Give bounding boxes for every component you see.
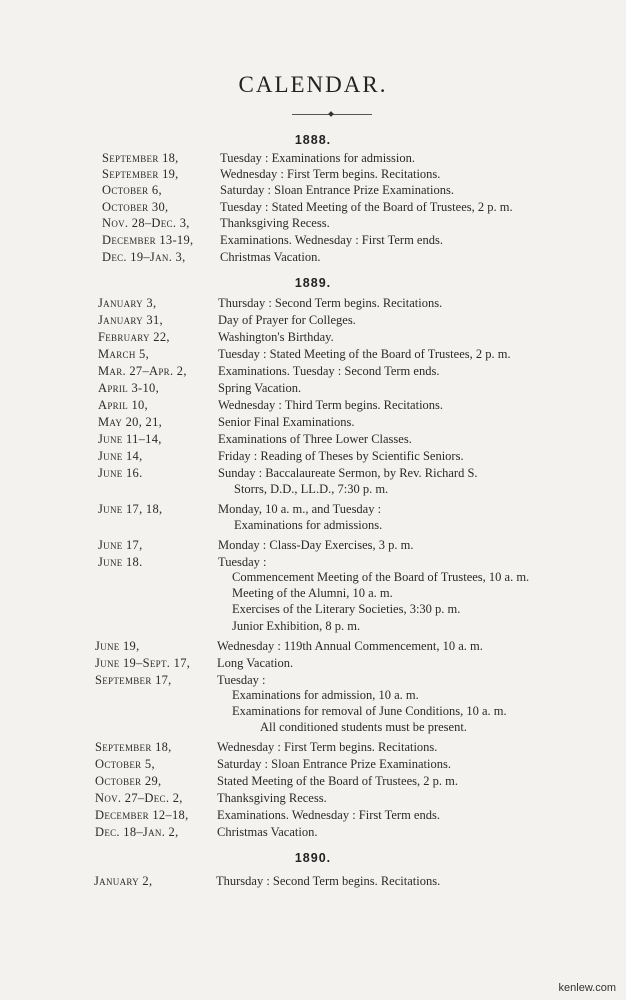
entry-description: Saturday : Sloan Entrance Prize Examinations. <box>217 757 451 771</box>
entry-date: October 30, <box>102 200 169 214</box>
entry-description: Examinations. Wednesday : First Term ends. <box>217 808 440 822</box>
entry-date: October 6, <box>102 183 162 197</box>
entry-date: September 18, <box>95 740 172 754</box>
entry-description: Christmas Vacation. <box>217 825 318 839</box>
entry-date: October 5, <box>95 757 155 771</box>
entry-description: Thursday : Second Term begins. Recitations. <box>218 296 443 310</box>
entry-description: Wednesday : First Term begins. Recitations. <box>220 167 441 181</box>
entry-date: June 14, <box>98 449 143 463</box>
year-heading-1889: 1889. <box>294 276 332 290</box>
entry-description: Saturday : Sloan Entrance Prize Examinations. <box>220 183 454 197</box>
entry-date: September 19, <box>102 167 179 181</box>
entry-description: Friday : Reading of Theses by Scientific Seniors. <box>218 449 464 463</box>
entry-description: Examinations of Three Lower Classes. <box>218 432 412 446</box>
entry-description: Tuesday : Stated Meeting of the Board of Trustees, 2 p. m. <box>218 347 511 361</box>
entry-date: Dec. 18–Jan. 2, <box>95 825 179 839</box>
entry-continuation: Exercises of the Literary Societies, 3:30 p. m. <box>232 602 461 616</box>
entry-date: December 12–18, <box>95 808 189 822</box>
entry-continuation: Storrs, D.D., LL.D., 7:30 p. m. <box>234 482 389 496</box>
entry-date: May 20, 21, <box>98 415 163 429</box>
entry-date: Nov. 28–Dec. 3, <box>102 216 190 230</box>
entry-date: June 19–Sept. 17, <box>95 656 191 670</box>
entry-date: Dec. 19–Jan. 3, <box>102 250 186 264</box>
entry-date: January 2, <box>94 874 153 888</box>
entry-date: June 17, <box>98 538 143 552</box>
entry-date: April 3-10, <box>98 381 159 395</box>
entry-description: Sunday : Baccalaureate Sermon, by Rev. Richard S. <box>218 466 478 480</box>
entry-continuation: Examinations for admission, 10 a. m. <box>232 688 419 702</box>
entry-description: Wednesday : First Term begins. Recitations. <box>217 740 438 754</box>
entry-date: December 13-19, <box>102 233 194 247</box>
entry-continuation: All conditioned students must be present. <box>260 720 467 734</box>
entry-date: February 22, <box>98 330 170 344</box>
entry-continuation: Junior Exhibition, 8 p. m. <box>232 619 361 633</box>
entry-description: Tuesday : <box>217 673 266 687</box>
entry-date: June 19, <box>95 639 140 653</box>
page-title: CALENDAR. <box>238 72 388 97</box>
entry-description: Monday : Class-Day Exercises, 3 p. m. <box>218 538 414 552</box>
entry-description: Thursday : Second Term begins. Recitations. <box>216 874 441 888</box>
entry-description: Monday, 10 a. m., and Tuesday : <box>218 502 382 516</box>
entry-description: Examinations. Wednesday : First Term ends. <box>220 233 443 247</box>
entry-date: September 18, <box>102 151 179 165</box>
entry-description: Tuesday : <box>218 555 267 569</box>
year-heading-1888: 1888. <box>294 133 332 147</box>
entry-date: March 5, <box>98 347 150 361</box>
entry-date: April 10, <box>98 398 148 412</box>
year-heading-1890: 1890. <box>294 851 332 865</box>
entry-description: Thanksgiving Recess. <box>217 791 327 805</box>
entry-description: Long Vacation. <box>217 656 294 670</box>
entry-description: Stated Meeting of the Board of Trustees, 2 p. m. <box>217 774 458 788</box>
entry-continuation: Commencement Meeting of the Board of Trustees, 10 a. m. <box>232 570 530 584</box>
entry-date: October 29, <box>95 774 162 788</box>
entry-continuation: Meeting of the Alumni, 10 a. m. <box>232 586 393 600</box>
entry-description: Spring Vacation. <box>218 381 302 395</box>
entry-date: June 17, 18, <box>98 502 163 516</box>
entry-description: Day of Prayer for Colleges. <box>218 313 356 327</box>
entry-description: Tuesday : Stated Meeting of the Board of Trustees, 2 p. m. <box>220 200 513 214</box>
entry-description: Tuesday : Examinations for admission. <box>220 151 416 165</box>
entry-description: Christmas Vacation. <box>220 250 321 264</box>
entry-date: January 3, <box>98 296 157 310</box>
entry-date: January 31, <box>98 313 163 327</box>
entry-description: Wednesday : 119th Annual Commencement, 10 a. m. <box>217 639 483 653</box>
entry-date: June 11–14, <box>98 432 162 446</box>
entry-date: September 17, <box>95 673 172 687</box>
entry-description: Examinations. Tuesday : Second Term ends. <box>218 364 440 378</box>
entry-date: Mar. 27–Apr. 2, <box>98 364 187 378</box>
entry-date: Nov. 27–Dec. 2, <box>95 791 183 805</box>
entry-description: Senior Final Examinations. <box>218 415 355 429</box>
entry-description: Thanksgiving Recess. <box>220 216 330 230</box>
title-divider <box>292 114 372 115</box>
entry-continuation: Examinations for admissions. <box>234 518 383 532</box>
entry-description: Wednesday : Third Term begins. Recitations. <box>218 398 444 412</box>
entry-continuation: Examinations for removal of June Conditions, 10 a. m. <box>232 704 507 718</box>
entry-description: Washington's Birthday. <box>218 330 334 344</box>
entry-date: June 16. <box>98 466 143 480</box>
entry-date: June 18. <box>98 555 143 569</box>
watermark: kenlew.com <box>558 982 616 994</box>
